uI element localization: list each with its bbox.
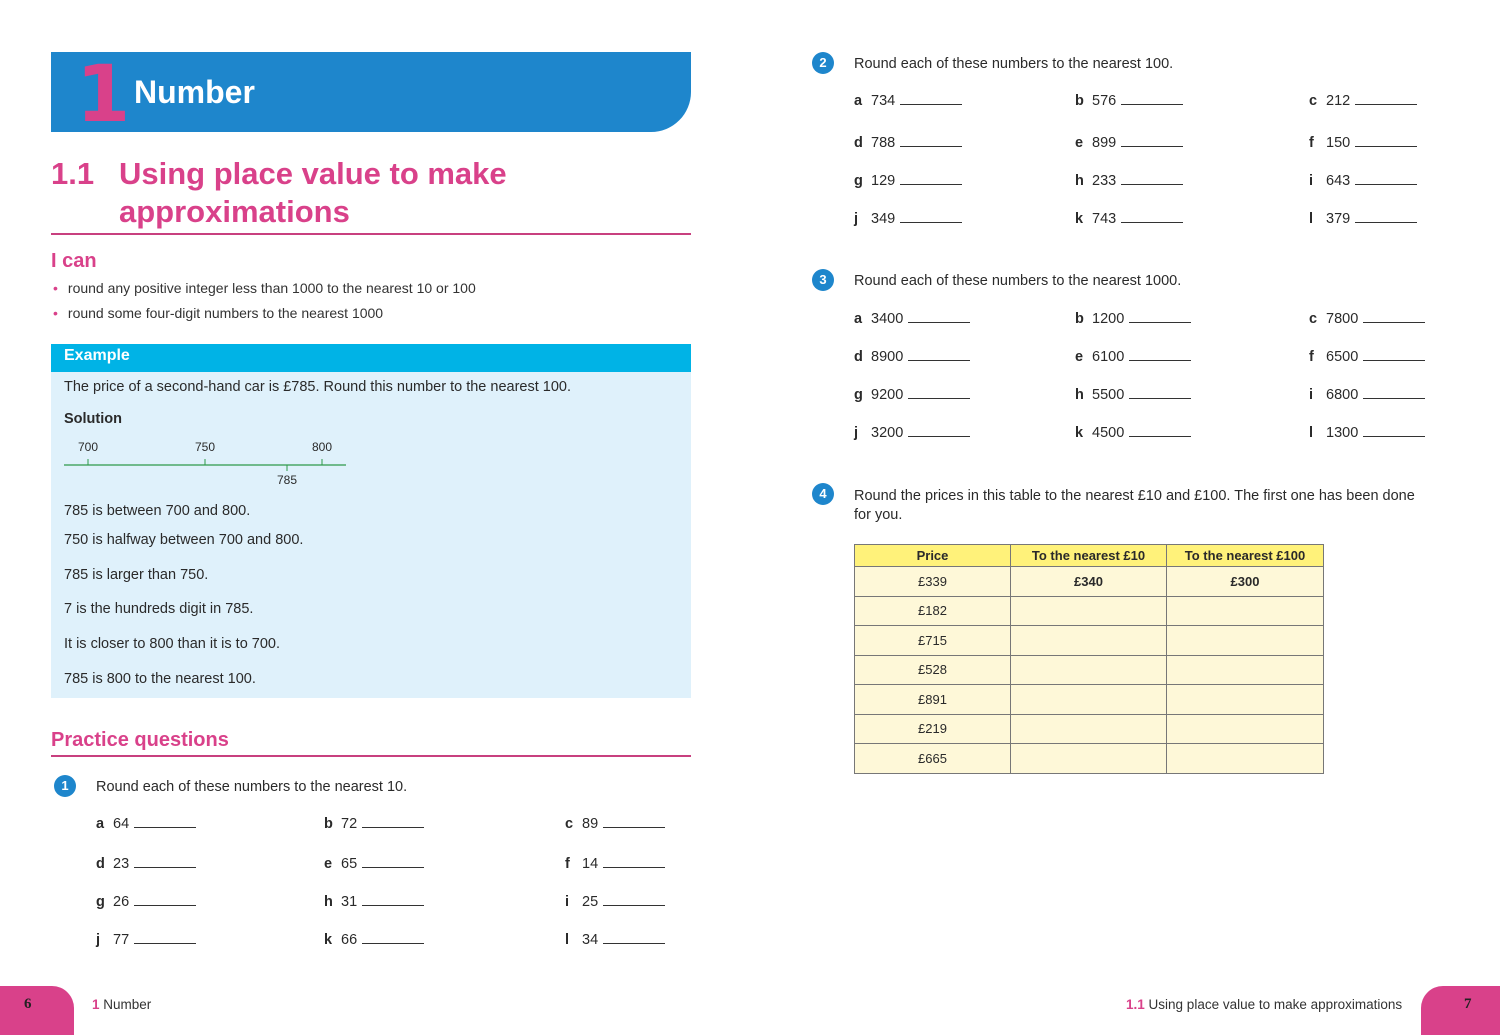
price-cell: £339 (855, 567, 1011, 597)
item-value: 4500 (1092, 425, 1125, 441)
answer-cell[interactable] (1167, 596, 1324, 626)
item-letter: h (1075, 173, 1084, 189)
chapter-title: Number (134, 74, 255, 110)
answer-blank[interactable] (908, 386, 970, 399)
example-line: It is closer to 800 than it is to 700. (64, 636, 281, 652)
answer-cell[interactable] (1011, 744, 1167, 774)
table-row (855, 744, 1324, 774)
table-row (855, 596, 1324, 626)
answer-blank[interactable] (1129, 348, 1191, 361)
question-item (1075, 172, 1183, 189)
item-letter: j (96, 932, 101, 948)
chapter-number: 1 (76, 50, 131, 140)
tick-label: 700 (77, 440, 99, 454)
item-value: 379 (1326, 211, 1351, 227)
question-item (1309, 172, 1417, 189)
answer-blank[interactable] (362, 855, 424, 868)
item-letter: l (1309, 211, 1314, 227)
answer-blank[interactable] (908, 310, 970, 323)
answer-blank[interactable] (134, 893, 196, 906)
item-letter: i (565, 894, 570, 910)
section-divider (51, 233, 691, 235)
item-letter: l (565, 932, 570, 948)
answer-blank[interactable] (1355, 172, 1417, 185)
item-letter: g (854, 387, 863, 403)
example-line: 7 is the hundreds digit in 785. (64, 601, 254, 617)
question-item (1075, 348, 1191, 365)
item-value: 5500 (1092, 387, 1125, 403)
item-letter: h (324, 894, 333, 910)
answer-blank[interactable] (134, 931, 196, 944)
item-value: 788 (871, 135, 896, 151)
answer-blank[interactable] (134, 815, 196, 828)
answer-blank[interactable] (603, 931, 665, 944)
question-text: Round each of these numbers to the nearest 100. (854, 56, 1174, 72)
page-tab-right (1421, 986, 1500, 1035)
item-value: 89 (582, 816, 599, 832)
item-value: 6500 (1326, 349, 1359, 365)
item-value: 1300 (1326, 425, 1359, 441)
item-letter: i (1309, 387, 1314, 403)
answer-cell[interactable]: £340 (1011, 567, 1167, 597)
answer-blank[interactable] (1121, 92, 1183, 105)
price-table (854, 544, 1324, 774)
item-letter: c (565, 816, 574, 832)
question-item (324, 855, 424, 872)
question-item (854, 348, 970, 365)
item-value: 150 (1326, 135, 1351, 151)
question-item (324, 893, 424, 910)
price-cell: £665 (855, 744, 1011, 774)
solution-label: Solution (64, 411, 122, 427)
item-letter: e (324, 856, 333, 872)
answer-blank[interactable] (603, 815, 665, 828)
ican-heading: I can (51, 250, 97, 272)
answer-blank[interactable] (362, 931, 424, 944)
question-item (1309, 348, 1425, 365)
item-letter: a (854, 93, 863, 109)
table-row (855, 655, 1324, 685)
question-text: Round each of these numbers to the nearest 10. (96, 779, 408, 795)
question-item (1309, 310, 1425, 327)
example-header (51, 344, 691, 372)
answer-blank[interactable] (908, 348, 970, 361)
question-item (1075, 92, 1183, 109)
tick-label: 800 (311, 440, 333, 454)
item-value: 8900 (871, 349, 904, 365)
example-label: Example (64, 347, 130, 364)
example-line: 785 is 800 to the nearest 100. (64, 671, 256, 687)
tick-label: 750 (194, 440, 216, 454)
answer-blank[interactable] (1363, 424, 1425, 437)
question-item (565, 815, 665, 832)
item-letter: j (854, 211, 859, 227)
answer-cell[interactable] (1167, 714, 1324, 744)
page-number-left: 6 (24, 996, 32, 1012)
item-letter: e (1075, 135, 1084, 151)
item-value: 3200 (871, 425, 904, 441)
question-item (565, 855, 665, 872)
item-letter: g (96, 894, 105, 910)
table-header: To the nearest £10 (1011, 545, 1167, 567)
answer-blank[interactable] (900, 92, 962, 105)
item-value: 233 (1092, 173, 1117, 189)
question-number-badge: 1 (54, 775, 76, 797)
example-line: 785 is between 700 and 800. (64, 503, 251, 519)
item-value: 66 (341, 932, 358, 948)
item-letter: c (1309, 93, 1318, 109)
table-row (855, 685, 1324, 715)
question-item (1075, 210, 1183, 227)
practice-divider (51, 755, 691, 757)
question-item (96, 855, 196, 872)
question-number-badge: 3 (812, 269, 834, 291)
item-letter: j (854, 425, 859, 441)
price-cell: £891 (855, 685, 1011, 715)
marker-label: 785 (276, 473, 298, 487)
question-number-badge: 2 (812, 52, 834, 74)
question-item (1075, 386, 1191, 403)
answer-blank[interactable] (1355, 134, 1417, 147)
item-value: 65 (341, 856, 358, 872)
question-item (565, 931, 665, 948)
item-value: 6100 (1092, 349, 1125, 365)
item-value: 129 (871, 173, 896, 189)
item-value: 9200 (871, 387, 904, 403)
answer-blank[interactable] (362, 893, 424, 906)
answer-cell[interactable] (1167, 626, 1324, 656)
answer-cell[interactable]: £300 (1167, 567, 1324, 597)
answer-blank[interactable] (900, 172, 962, 185)
item-letter: d (854, 349, 863, 365)
section-title: Using place value to make approximations (119, 156, 507, 229)
question-item (1075, 310, 1191, 327)
item-letter: k (1075, 425, 1084, 441)
section-number: 1.1 (51, 156, 95, 191)
item-value: 7800 (1326, 311, 1359, 327)
question-item (565, 893, 665, 910)
answer-cell[interactable] (1011, 685, 1167, 715)
item-value: 734 (871, 93, 896, 109)
item-letter: f (565, 856, 570, 872)
ican-bullet: • round any positive integer less than 1000 to the nearest 10 or 100 (53, 280, 476, 296)
item-letter: e (1075, 349, 1084, 365)
question-item (96, 815, 196, 832)
footer-chapter: 1 Number (92, 997, 152, 1012)
answer-blank[interactable] (1121, 134, 1183, 147)
answer-blank[interactable] (908, 424, 970, 437)
item-value: 23 (113, 856, 130, 872)
item-letter: f (1309, 135, 1314, 151)
question-item (854, 210, 962, 227)
answer-blank[interactable] (1363, 310, 1425, 323)
item-letter: f (1309, 349, 1314, 365)
item-value: 26 (113, 894, 130, 910)
item-value: 643 (1326, 173, 1351, 189)
item-letter: b (1075, 93, 1084, 109)
question-item (854, 134, 962, 151)
table-header: Price (855, 545, 1011, 567)
answer-cell[interactable] (1011, 596, 1167, 626)
table-row (855, 626, 1324, 656)
answer-blank[interactable] (1129, 424, 1191, 437)
item-letter: c (1309, 311, 1318, 327)
question-item (1309, 424, 1425, 441)
item-value: 349 (871, 211, 896, 227)
item-value: 14 (582, 856, 599, 872)
answer-blank[interactable] (1355, 210, 1417, 223)
item-value: 31 (341, 894, 358, 910)
footer-section: 1.1 Using place value to make approximations (1126, 997, 1403, 1012)
answer-blank[interactable] (1121, 210, 1183, 223)
item-letter: b (1075, 311, 1084, 327)
table-row (855, 567, 1324, 597)
item-letter: d (96, 856, 105, 872)
item-value: 34 (582, 932, 599, 948)
item-value: 899 (1092, 135, 1117, 151)
question-item (1075, 424, 1191, 441)
item-letter: a (96, 816, 105, 832)
example-line: 785 is larger than 750. (64, 567, 209, 583)
question-item (854, 424, 970, 441)
price-cell: £528 (855, 655, 1011, 685)
price-cell: £715 (855, 626, 1011, 656)
answer-blank[interactable] (1129, 386, 1191, 399)
item-letter: d (854, 135, 863, 151)
ican-bullet: • round some four-digit numbers to the nearest 1000 (53, 305, 384, 321)
answer-cell[interactable] (1167, 685, 1324, 715)
answer-cell[interactable] (1011, 655, 1167, 685)
question-number-badge: 4 (812, 483, 834, 505)
question-item (1309, 134, 1417, 151)
answer-cell[interactable] (1167, 744, 1324, 774)
answer-blank[interactable] (900, 134, 962, 147)
item-value: 72 (341, 816, 358, 832)
item-letter: l (1309, 425, 1314, 441)
item-value: 3400 (871, 311, 904, 327)
question-item (1075, 134, 1183, 151)
item-value: 576 (1092, 93, 1117, 109)
item-value: 77 (113, 932, 130, 948)
question-item (96, 931, 196, 948)
answer-cell[interactable] (1167, 655, 1324, 685)
question-item (854, 172, 962, 189)
item-letter: b (324, 816, 333, 832)
question-item (854, 310, 970, 327)
table-row (855, 714, 1324, 744)
item-value: 6800 (1326, 387, 1359, 403)
question-item (324, 931, 424, 948)
question-item (854, 92, 962, 109)
table-header: To the nearest £100 (1167, 545, 1324, 567)
answer-cell[interactable] (1011, 626, 1167, 656)
answer-blank[interactable] (1363, 348, 1425, 361)
item-letter: k (324, 932, 333, 948)
answer-blank[interactable] (1363, 386, 1425, 399)
number-line (60, 436, 350, 492)
item-value: 64 (113, 816, 130, 832)
question-item (1309, 210, 1417, 227)
item-value: 25 (582, 894, 599, 910)
page-tab-left (0, 986, 74, 1035)
question-item (1309, 92, 1417, 109)
answer-blank[interactable] (603, 893, 665, 906)
page-number-right: 7 (1464, 996, 1472, 1012)
answer-blank[interactable] (1355, 92, 1417, 105)
price-cell: £219 (855, 714, 1011, 744)
item-letter: k (1075, 211, 1084, 227)
price-cell: £182 (855, 596, 1011, 626)
question-item (1309, 386, 1425, 403)
answer-blank[interactable] (362, 815, 424, 828)
item-letter: i (1309, 173, 1314, 189)
answer-blank[interactable] (134, 855, 196, 868)
question-item (854, 386, 970, 403)
answer-blank[interactable] (603, 855, 665, 868)
example-line: 750 is halfway between 700 and 800. (64, 532, 304, 548)
question-text: Round the prices in this table to the nearest £10 and £100. The first one has been done for you. (854, 488, 1415, 523)
item-letter: g (854, 173, 863, 189)
question-text: Round each of these numbers to the nearest 1000. (854, 273, 1182, 289)
answer-blank[interactable] (1129, 310, 1191, 323)
item-value: 1200 (1092, 311, 1125, 327)
question-item (324, 815, 424, 832)
answer-blank[interactable] (900, 210, 962, 223)
item-letter: a (854, 311, 863, 327)
item-letter: h (1075, 387, 1084, 403)
practice-heading: Practice questions (51, 729, 229, 751)
question-item (96, 893, 196, 910)
item-value: 743 (1092, 211, 1117, 227)
example-question: The price of a second-hand car is £785. Round this number to the nearest 100. (64, 379, 572, 395)
answer-blank[interactable] (1121, 172, 1183, 185)
answer-cell[interactable] (1011, 714, 1167, 744)
item-value: 212 (1326, 93, 1351, 109)
